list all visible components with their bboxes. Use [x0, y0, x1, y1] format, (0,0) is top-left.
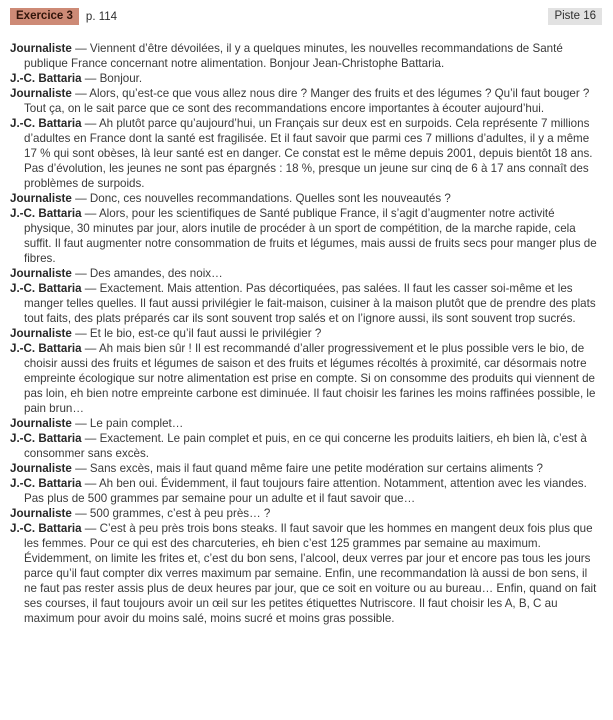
transcript-paragraph: [10, 281, 602, 326]
speech-text: Ah mais bien sûr ! Il est recommandé d’aller progressivement et le plus possible vers le bio, de choisir aussi des fruits et légumes de saison et des fruits et légumes récoltés à proximité, car désormais notre empreinte écologique sur notre alimentation est prise en compte. Si on consomme des produits qui viennent de pas loin, eh bien notre empreinte carbone est diminuée. Il faut choisir les farines les moins raffinées possible, le pain brun…: [24, 342, 596, 415]
transcript-paragraph: [10, 431, 602, 461]
speaker-name: J.-C. Battaria: [10, 207, 82, 220]
transcript-paragraph: [10, 326, 602, 341]
dash-separator: —: [75, 192, 87, 205]
speech-text: Exactement. Mais attention. Pas décortiquées, pas salées. Il faut les casser soi-même et les manger telles quelles. Il faut aussi privilégier le fait-maison, cuisiner à la maison plutôt que de prendre des plats tout faits, des plats préparés car ils sont souvent trop salés et on l’ignore aussi, ils sont souvent trop sucrés.: [24, 282, 596, 325]
transcript-paragraph: [10, 71, 602, 86]
dash-separator: —: [84, 477, 97, 490]
dash-separator: —: [75, 417, 87, 430]
transcript-paragraph: [10, 266, 602, 281]
speaker-name: J.-C. Battaria: [10, 282, 82, 295]
speaker-name: Journaliste: [10, 327, 72, 340]
transcript-body: [10, 41, 602, 626]
page-header: [10, 8, 602, 25]
dash-separator: —: [84, 522, 97, 535]
dash-separator: —: [84, 432, 97, 445]
speech-text: Exactement. Le pain complet et puis, en ce qui concerne les produits laitiers, eh bien là, c’est à consommer sans excès.: [24, 432, 587, 460]
transcript-paragraph: [10, 506, 602, 521]
speaker-name: Journaliste: [10, 507, 72, 520]
speaker-name: Journaliste: [10, 267, 72, 280]
speech-text: Sans excès, mais il faut quand même faire une petite modération sur certains aliments ?: [89, 462, 543, 475]
speaker-name: J.-C. Battaria: [10, 342, 82, 355]
speaker-name: J.-C. Battaria: [10, 72, 82, 85]
page-reference: p. 114: [85, 10, 118, 23]
speech-text: Bonjour.: [99, 72, 143, 85]
transcript-paragraph: [10, 461, 602, 476]
transcript-paragraph: [10, 206, 602, 266]
speaker-name: Journaliste: [10, 87, 72, 100]
transcript-paragraph: [10, 86, 602, 116]
speaker-name: Journaliste: [10, 462, 72, 475]
dash-separator: —: [75, 507, 87, 520]
speech-text: Le pain complet…: [89, 417, 184, 430]
speaker-name: Journaliste: [10, 192, 72, 205]
speaker-name: J.-C. Battaria: [10, 522, 82, 535]
transcript-paragraph: [10, 191, 602, 206]
speech-text: Ah ben oui. Évidemment, il faut toujours faire attention. Notamment, attention avec les viandes. Pas plus de 500 grammes par semaine pour un adulte et il faut savoir que…: [24, 477, 587, 505]
dash-separator: —: [75, 42, 87, 55]
dash-separator: —: [75, 267, 87, 280]
header-left: [10, 8, 117, 25]
transcript-paragraph: [10, 416, 602, 431]
speech-text: Viennent d’être dévoilées, il y a quelques minutes, les nouvelles recommandations de Santé publique France concernant notre alimentation. Bonjour Jean-Christophe Battaria.: [24, 42, 563, 70]
dash-separator: —: [84, 117, 97, 130]
speech-text: Alors, pour les scientifiques de Santé publique France, il s’agit d’augmenter notre activité physique, 30 minutes par jour, alors inutile de procéder à un sport de compétition, de la marche rapide, cela suffit. Il faut augmenter notre consommation de fruits et légumes, mais aussi de fruits secs pour manger plus de fibres.: [24, 207, 597, 265]
dash-separator: —: [75, 327, 87, 340]
transcript-paragraph: [10, 41, 602, 71]
dash-separator: —: [84, 207, 97, 220]
speaker-name: Journaliste: [10, 417, 72, 430]
transcript-paragraph: [10, 476, 602, 506]
speech-text: Des amandes, des noix…: [89, 267, 223, 280]
audio-track-badge: Piste 16: [548, 8, 602, 25]
speech-text: C’est à peu près trois bons steaks. Il faut savoir que les hommes en mangent deux fois plus que les femmes. Pour ce qui est des charcuteries, eh bien c’est 125 grammes par semaine au maximum. Évidemment, on limite les frites et, c’est du bon sens, l’alcool, deux verres par jour et encore pas tous les jours parce qu’il faut compter dix verres maximum par semaine. Enfin, une recommandation là aussi de bon sens, il ne faut pas rester assis plus de deux heures par jour, que ce soit en voiture ou au bureau… Enfin, quand on fait ses courses, il faut toujours avoir un œil sur les petites étiquettes Nutriscore. Il faut choisir les A, B, C au maximum pour avoir du moins salé, moins sucré et moins gras possible.: [24, 522, 597, 625]
speech-text: Alors, qu’est-ce que vous allez nous dire ? Manger des fruits et des légumes ? Qu’il faut bouger ? Tout ça, on le sait parce que ce sont des recommandations encore importantes à écouter aujourd’hui.: [24, 87, 590, 115]
speaker-name: Journaliste: [10, 42, 72, 55]
transcript-paragraph: [10, 521, 602, 626]
speaker-name: J.-C. Battaria: [10, 117, 82, 130]
transcript-paragraph: [10, 116, 602, 191]
exercise-badge: Exercice 3: [10, 8, 79, 25]
dash-separator: —: [84, 342, 97, 355]
dash-separator: —: [84, 282, 97, 295]
transcript-paragraph: [10, 341, 602, 416]
speech-text: Ah plutôt parce qu’aujourd’hui, un Français sur deux est en surpoids. Cela représente 7 millions d’adultes en France dont la santé est fragilisée. Et il faut savoir que parmi ces 7 millions d’adultes, il y a même 17 % qui sont obèses, là leur santé est en danger. Ce constat est le même depuis 2001, depuis bientôt 18 ans. Pas d’évolution, les jeunes ne sont pas épargnés : 18 %, presque un jeune sur cinq de 6 à 17 ans connaît des problèmes de surpoids.: [24, 117, 593, 190]
dash-separator: —: [84, 72, 97, 85]
dash-separator: —: [75, 462, 87, 475]
speaker-name: J.-C. Battaria: [10, 477, 82, 490]
speech-text: 500 grammes, c’est à peu près… ?: [89, 507, 271, 520]
speaker-name: J.-C. Battaria: [10, 432, 82, 445]
speech-text: Donc, ces nouvelles recommandations. Quelles sont les nouveautés ?: [89, 192, 451, 205]
speech-text: Et le bio, est-ce qu’il faut aussi le privilégier ?: [89, 327, 322, 340]
dash-separator: —: [75, 87, 87, 100]
